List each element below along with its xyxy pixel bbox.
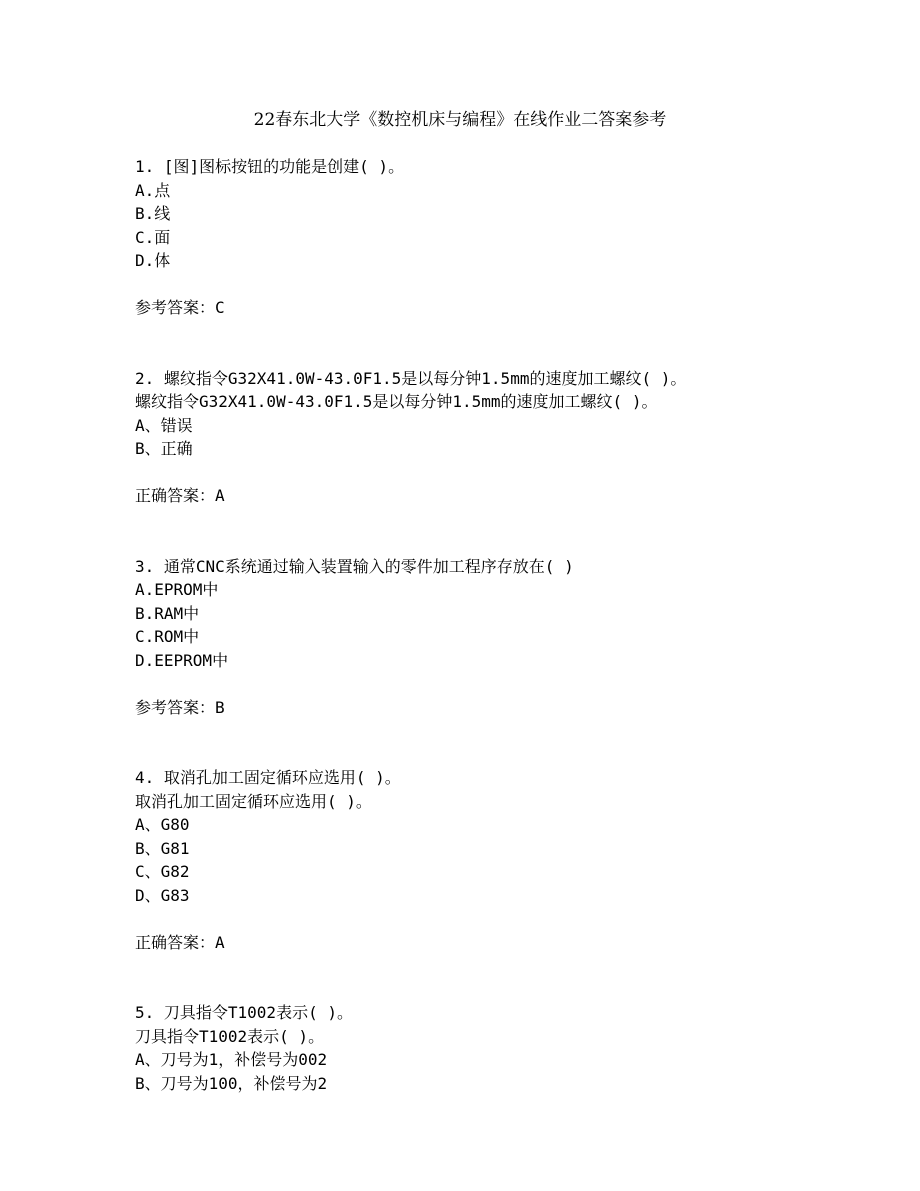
option-b: B.RAM中	[135, 603, 200, 623]
answer-line: 正确答案：A	[135, 932, 225, 952]
option-d: D、G83	[135, 885, 190, 905]
option-b: B、G81	[135, 838, 190, 858]
question-stem: 4. 取消孔加工固定循环应选用( )。	[135, 768, 401, 787]
option-a: A.EPROM中	[135, 580, 219, 599]
option-a: A.点	[135, 180, 171, 200]
question-stem: 3. 通常CNC系统通过输入装置输入的零件加工程序存放在( )	[135, 556, 574, 576]
option-b: B、正确	[135, 439, 193, 458]
option-c: C、G82	[135, 862, 190, 881]
question-stem: 5. 刀具指令T1002表示( )。	[135, 1003, 353, 1022]
option-c: C.ROM中	[135, 627, 200, 646]
answer-line: 参考答案：C	[135, 298, 225, 317]
option-a: A、刀号为1，补偿号为002	[135, 1050, 328, 1069]
question-4	[135, 766, 835, 954]
option-d: D.EEPROM中	[135, 650, 229, 670]
option-b: B.线	[135, 204, 171, 223]
option-a: A、错误	[135, 415, 193, 435]
question-5	[135, 1001, 835, 1095]
question-1	[135, 155, 835, 320]
document-title: 22春东北大学《数控机床与编程》在线作业二答案参考	[253, 110, 667, 130]
option-c: C.面	[135, 227, 171, 247]
question-stem: 1. [图]图标按钮的功能是创建( )。	[135, 157, 405, 176]
answer-line: 参考答案：B	[135, 697, 225, 717]
question-restatement: 螺纹指令G32X41.0W-43.0F1.5是以每分钟1.5mm的速度加工螺纹( )。	[135, 392, 658, 411]
option-b: B、刀号为100，补偿号为2	[135, 1073, 328, 1093]
question-3	[135, 555, 835, 720]
question-2	[135, 367, 835, 508]
option-d: D.体	[135, 251, 171, 270]
answer-line: 正确答案：A	[135, 486, 225, 505]
question-restatement: 刀具指令T1002表示( )。	[135, 1026, 325, 1046]
question-restatement: 取消孔加工固定循环应选用( )。	[135, 791, 372, 811]
question-list	[135, 155, 835, 1095]
question-stem: 2. 螺纹指令G32X41.0W-43.0F1.5是以每分钟1.5mm的速度加工螺纹( )。	[135, 368, 687, 388]
option-a: A、G80	[135, 815, 190, 834]
